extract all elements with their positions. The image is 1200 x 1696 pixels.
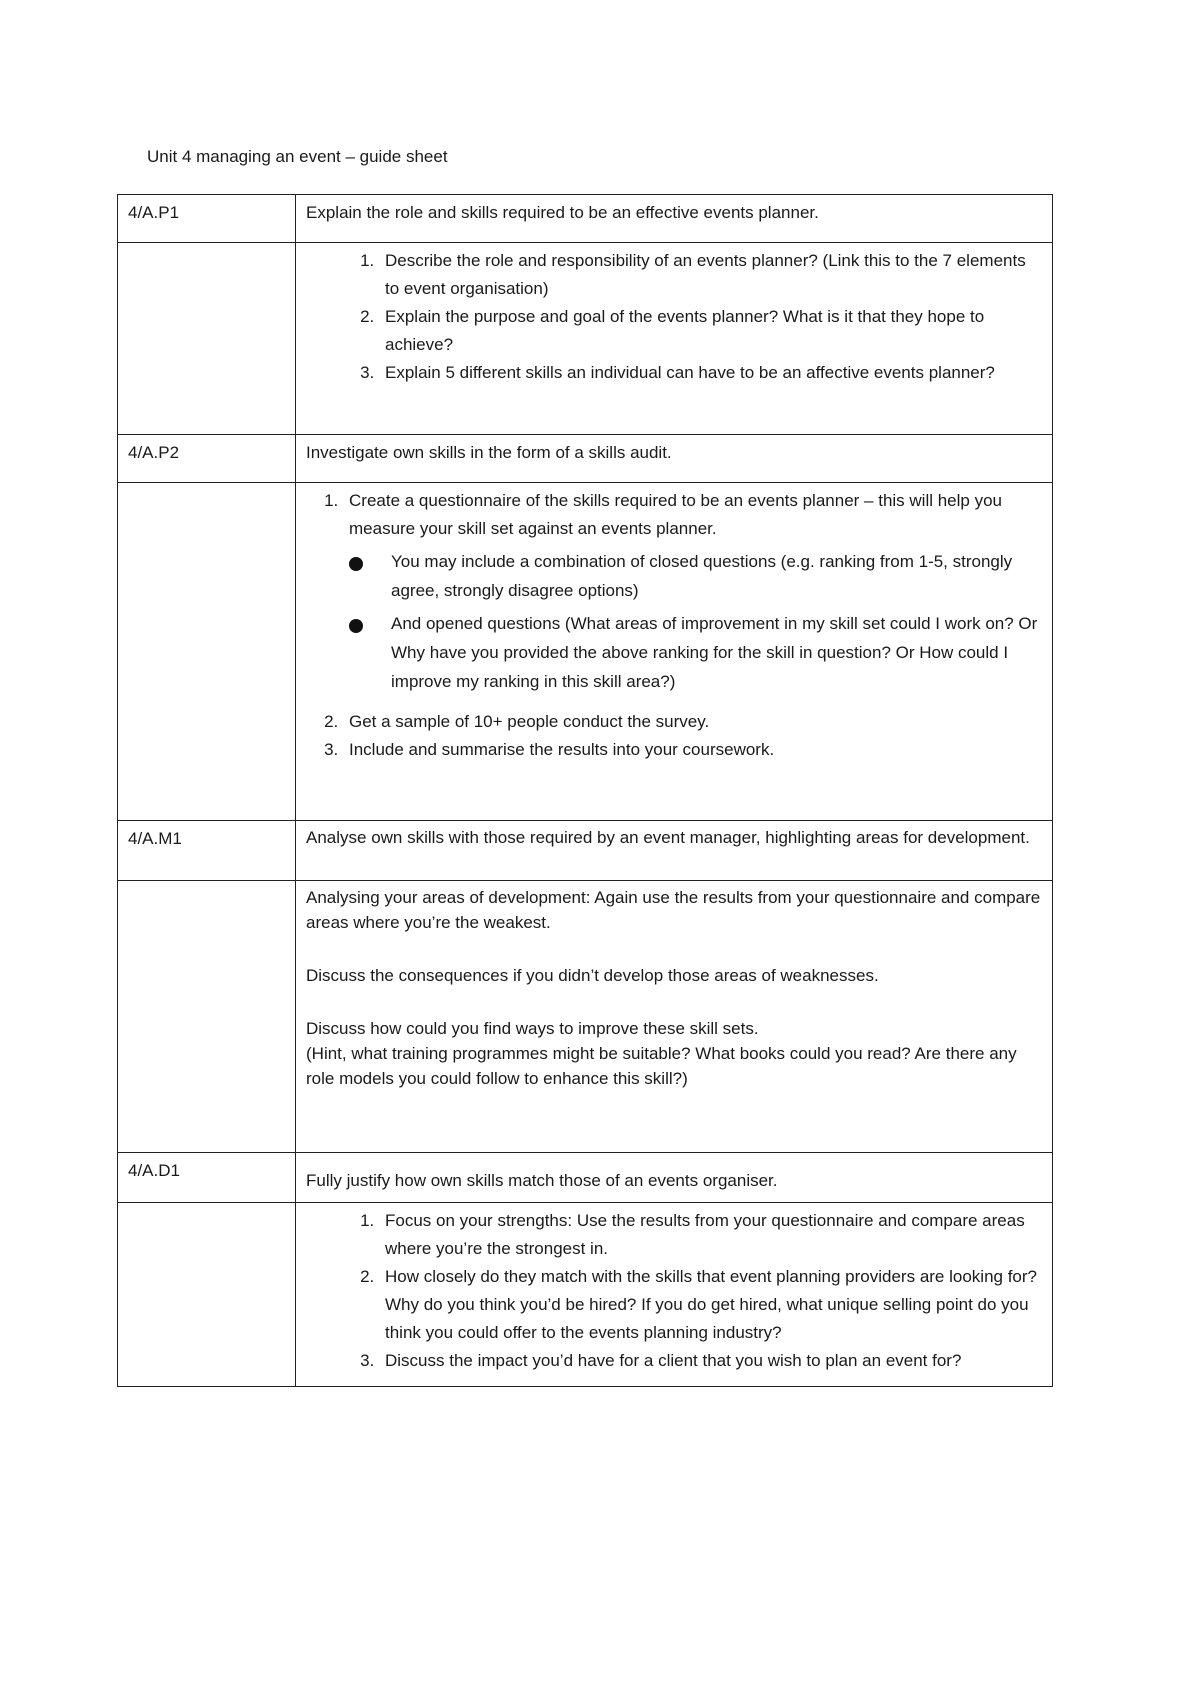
list-item bbox=[385, 547, 1042, 605]
guidance-paragraph: Analysing your areas of development: Again use the results from your questionnaire and compare areas where you’re the weakest. bbox=[306, 888, 1041, 932]
step-list bbox=[306, 487, 1042, 764]
guidance-paragraph: Discuss the consequences if you didn’t develop those areas of weaknesses. bbox=[306, 966, 879, 985]
guidance-paragraph: Discuss how could you find ways to improve these skill sets. bbox=[306, 1019, 759, 1038]
table-row bbox=[118, 821, 1053, 881]
criteria-code: 4/A.P2 bbox=[118, 435, 296, 483]
table-row bbox=[118, 881, 1053, 1153]
empty-cell bbox=[118, 1203, 296, 1387]
empty-cell bbox=[118, 881, 296, 1153]
table-row bbox=[118, 1203, 1053, 1387]
bullet-list bbox=[349, 547, 1042, 696]
criteria-guidance bbox=[296, 1203, 1053, 1387]
table-row bbox=[118, 483, 1053, 821]
guidance-paragraph: (Hint, what training programmes might be suitable? What books could you read? Are there any role models you could follow to enhance this skill?) bbox=[306, 1044, 1017, 1088]
list-item: 3. Discuss the impact you’d have for a client that you wish to plan an event for? bbox=[379, 1347, 1042, 1375]
bullet-text: You may include a combination of closed questions (e.g. ranking from 1-5, strongly agree, strongly disagree options) bbox=[391, 552, 1013, 600]
bullet-text: And opened questions (What areas of improvement in my skill set could I work on? Or Why have you provided the above ranking for the skill in question? Or How could I improve my ranking in this skill area?) bbox=[391, 614, 1038, 691]
list-item: 3. Include and summarise the results into your coursework. bbox=[343, 736, 1042, 764]
criteria-heading: Fully justify how own skills match those of an events organiser. bbox=[296, 1153, 1053, 1203]
list-item: 2. Explain the purpose and goal of the events planner? What is it that they hope to achieve? bbox=[379, 303, 1042, 359]
criteria-code: 4/A.M1 bbox=[118, 821, 296, 881]
list-item bbox=[385, 609, 1042, 696]
criteria-heading: Investigate own skills in the form of a skills audit. bbox=[296, 435, 1053, 483]
criteria-guidance bbox=[296, 483, 1053, 821]
page-title: Unit 4 managing an event – guide sheet bbox=[147, 147, 448, 166]
criteria-guidance bbox=[296, 243, 1053, 435]
bullet-icon bbox=[349, 557, 363, 571]
empty-cell bbox=[118, 483, 296, 821]
guide-table bbox=[117, 194, 1053, 1387]
criteria-heading: Analyse own skills with those required by an event manager, highlighting areas for development. bbox=[296, 821, 1053, 881]
table-row bbox=[118, 435, 1053, 483]
bullet-icon bbox=[349, 619, 363, 633]
table-row bbox=[118, 243, 1053, 435]
criteria-guidance bbox=[296, 881, 1053, 1153]
list-item: 1. Describe the role and responsibility of an events planner? (Link this to the 7 elements to event organisation) bbox=[379, 247, 1042, 303]
table-row bbox=[118, 195, 1053, 243]
list-item: 2. How closely do they match with the skills that event planning providers are looking for? Why do you think you’d be hired? If you do get hired, what unique selling point do you think you could offer to the events planning industry? bbox=[379, 1263, 1042, 1347]
list-item bbox=[343, 487, 1042, 696]
step-list bbox=[306, 1207, 1042, 1375]
empty-cell bbox=[118, 243, 296, 435]
criteria-code: 4/A.D1 bbox=[118, 1153, 296, 1203]
list-item: 1. Focus on your strengths: Use the results from your questionnaire and compare areas where you’re the strongest in. bbox=[379, 1207, 1042, 1263]
table-row bbox=[118, 1153, 1053, 1203]
list-item: 2. Get a sample of 10+ people conduct the survey. bbox=[343, 708, 1042, 736]
step-list bbox=[306, 247, 1042, 387]
criteria-code: 4/A.P1 bbox=[118, 195, 296, 243]
list-item: 3. Explain 5 different skills an individual can have to be an affective events planner? bbox=[379, 359, 1042, 387]
criteria-heading: Explain the role and skills required to be an effective events planner. bbox=[296, 195, 1053, 243]
step-text: Create a questionnaire of the skills required to be an events planner – this will help you measure your skill set against an events planner. bbox=[349, 491, 1002, 538]
